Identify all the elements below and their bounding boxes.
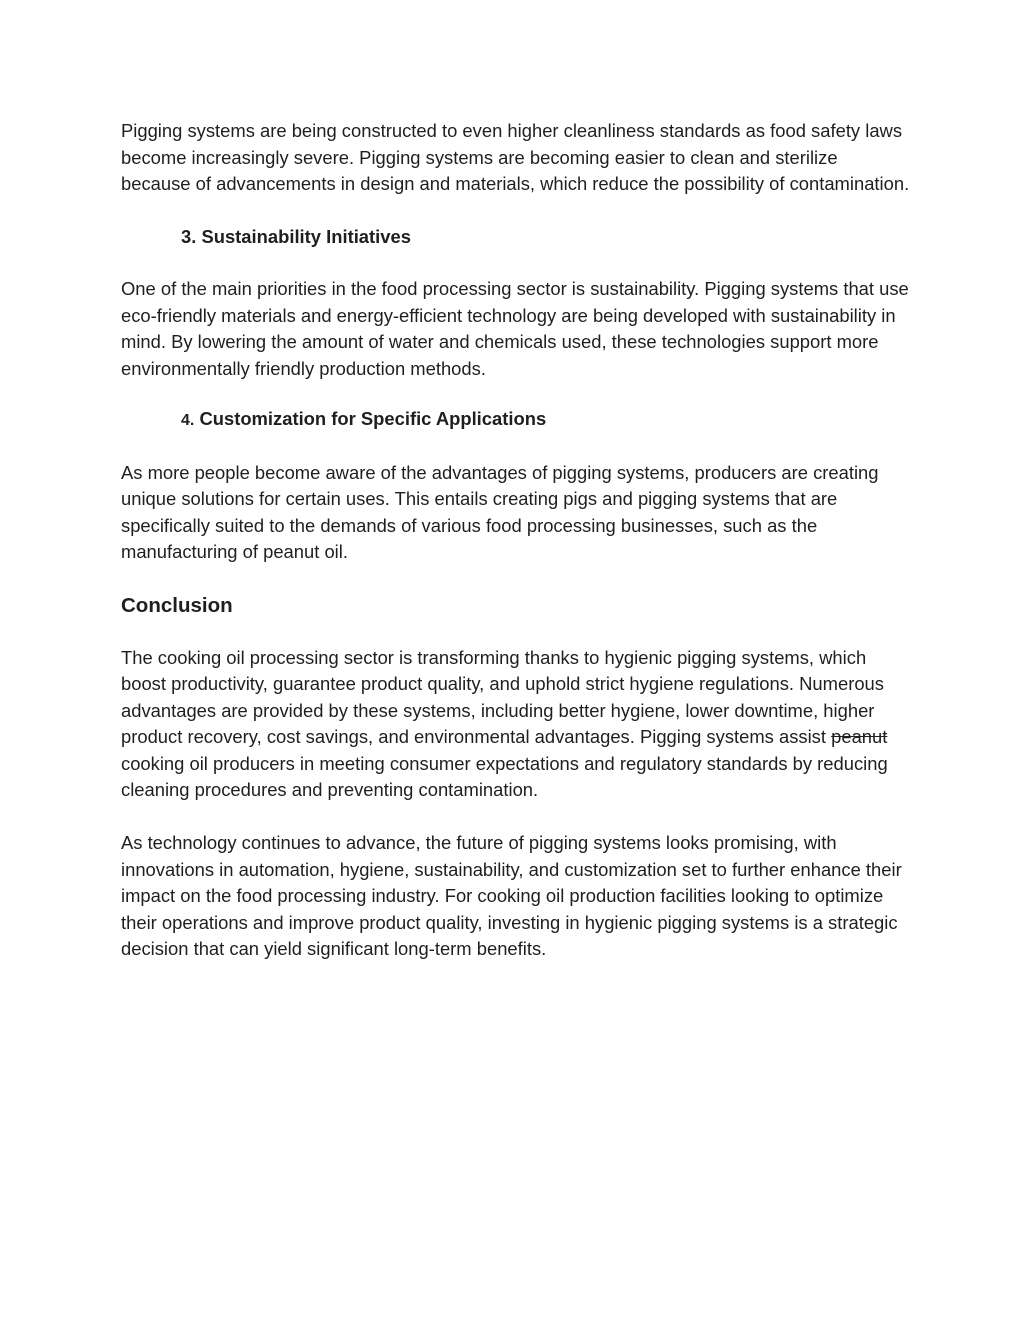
subheading-customization xyxy=(121,406,911,435)
paragraph-sustainability: One of the main priorities in the food processing sector is sustainability. Pigging systems that use eco-friendly materials and energy-efficient technology are being developed with sustainability in mind. By lowering the amount of water and chemicals used, these technologies support more environmentally friendly production methods. xyxy=(121,278,909,379)
heading-conclusion: Conclusion xyxy=(121,593,233,617)
paragraph-text-before: The cooking oil processing sector is transforming thanks to hygienic pigging systems, which boost productivity, guarantee product quality, and uphold strict hygiene regulations. Numerous advantages are provided by these systems, including better hygiene, lower downtime, higher product recovery, cost savings, and environmental advantages. Pigging systems assist xyxy=(121,646,884,747)
subheading-number: 4. xyxy=(181,412,195,429)
document-page xyxy=(121,118,911,963)
paragraph-hygiene-standards: Pigging systems are being constructed to even higher cleanliness standards as food safety laws become increasingly severe. Pigging systems are becoming easier to clean and sterilize because of advancements in design and materials, which reduce the possibility of contamination. xyxy=(121,120,910,194)
paragraph-future-outlook: As technology continues to advance, the future of pigging systems looks promising, with innovations in automation, hygiene, sustainability, and customization set to further enhance their impact on the food processing industry. For cooking oil production facilities looking to optimize their operations and improve product quality, investing in hygienic pigging systems is a strategic decision that can yield significant long-term benefits. xyxy=(121,832,902,959)
paragraph-text-after: cooking oil producers in meeting consumer expectations and regulatory standards by reducing cleaning procedures and preventing contamination. xyxy=(121,752,888,800)
paragraph-conclusion-summary xyxy=(121,645,911,804)
subheading-text: Customization for Specific Applications xyxy=(194,408,547,429)
struck-word: peanut xyxy=(831,726,888,747)
paragraph-customization: As more people become aware of the advantages of pigging systems, producers are creating unique solutions for certain uses. This entails creating pigs and pigging systems that are specifically suited to the demands of various food processing businesses, such as the manufacturing of peanut oil. xyxy=(121,461,879,562)
subheading-sustainability-initiatives: 3. Sustainability Initiatives xyxy=(181,225,411,247)
